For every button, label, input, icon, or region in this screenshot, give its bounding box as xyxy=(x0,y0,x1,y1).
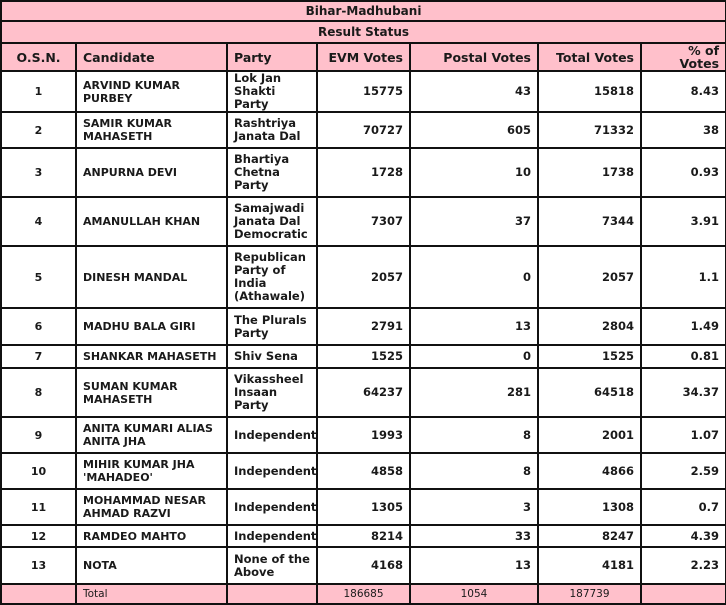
cell-evm-votes: 1728 xyxy=(317,148,410,197)
column-header-total-votes: Total Votes xyxy=(538,43,641,71)
totals-row xyxy=(1,584,726,604)
table-row xyxy=(1,345,726,368)
cell-total-votes: 1308 xyxy=(538,489,641,525)
cell-party: Independent xyxy=(227,417,317,453)
cell-osn: 9 xyxy=(1,417,76,453)
cell-total-votes: 7344 xyxy=(538,197,641,246)
cell-party: Independent xyxy=(227,489,317,525)
table-row xyxy=(1,547,726,584)
cell-osn: 13 xyxy=(1,547,76,584)
table-row xyxy=(1,489,726,525)
cell-percent-votes: 1.07 xyxy=(641,417,726,453)
cell-postal-votes: 281 xyxy=(410,368,538,417)
cell-candidate: NOTA xyxy=(76,547,227,584)
cell-candidate: ANPURNA DEVI xyxy=(76,148,227,197)
cell-total-votes: 71332 xyxy=(538,112,641,148)
cell-postal-votes: 0 xyxy=(410,345,538,368)
cell-candidate: DINESH MANDAL xyxy=(76,246,227,308)
cell-percent-votes: 4.39 xyxy=(641,525,726,547)
totals-postal-votes: 1054 xyxy=(410,584,538,604)
cell-evm-votes: 1993 xyxy=(317,417,410,453)
cell-percent-votes: 38 xyxy=(641,112,726,148)
cell-party: Bhartiya Chetna Party xyxy=(227,148,317,197)
table-row xyxy=(1,308,726,345)
table-row xyxy=(1,525,726,547)
cell-total-votes: 4866 xyxy=(538,453,641,489)
cell-candidate: SAMIR KUMAR MAHASETH xyxy=(76,112,227,148)
cell-evm-votes: 8214 xyxy=(317,525,410,547)
cell-osn: 5 xyxy=(1,246,76,308)
cell-total-votes: 4181 xyxy=(538,547,641,584)
cell-candidate: MIHIR KUMAR JHA 'MAHADEO' xyxy=(76,453,227,489)
cell-postal-votes: 37 xyxy=(410,197,538,246)
cell-evm-votes: 70727 xyxy=(317,112,410,148)
constituency-title: Bihar-Madhubani xyxy=(1,1,726,21)
cell-evm-votes: 1525 xyxy=(317,345,410,368)
cell-percent-votes: 1.49 xyxy=(641,308,726,345)
column-header-osn: O.S.N. xyxy=(1,43,76,71)
cell-total-votes: 64518 xyxy=(538,368,641,417)
cell-total-votes: 2001 xyxy=(538,417,641,453)
cell-evm-votes: 4168 xyxy=(317,547,410,584)
cell-candidate: ARVIND KUMAR PURBEY xyxy=(76,71,227,112)
cell-postal-votes: 8 xyxy=(410,453,538,489)
cell-party: Republican Party of India (Athawale) xyxy=(227,246,317,308)
cell-evm-votes: 1305 xyxy=(317,489,410,525)
table-row xyxy=(1,417,726,453)
cell-percent-votes: 0.93 xyxy=(641,148,726,197)
cell-osn: 10 xyxy=(1,453,76,489)
column-header-candidate: Candidate xyxy=(76,43,227,71)
cell-percent-votes: 3.91 xyxy=(641,197,726,246)
cell-postal-votes: 0 xyxy=(410,246,538,308)
cell-postal-votes: 13 xyxy=(410,547,538,584)
cell-postal-votes: 33 xyxy=(410,525,538,547)
cell-postal-votes: 13 xyxy=(410,308,538,345)
cell-osn: 7 xyxy=(1,345,76,368)
column-header-row xyxy=(1,43,726,71)
cell-postal-votes: 3 xyxy=(410,489,538,525)
table-row xyxy=(1,197,726,246)
cell-candidate: SUMAN KUMAR MAHASETH xyxy=(76,368,227,417)
cell-percent-votes: 0.7 xyxy=(641,489,726,525)
column-header-evm-votes: EVM Votes xyxy=(317,43,410,71)
totals-evm-votes: 186685 xyxy=(317,584,410,604)
cell-evm-votes: 2057 xyxy=(317,246,410,308)
column-header-party: Party xyxy=(227,43,317,71)
table-row xyxy=(1,246,726,308)
cell-total-votes: 2804 xyxy=(538,308,641,345)
cell-evm-votes: 7307 xyxy=(317,197,410,246)
cell-evm-votes: 2791 xyxy=(317,308,410,345)
cell-party: Independent xyxy=(227,525,317,547)
cell-party: Rashtriya Janata Dal xyxy=(227,112,317,148)
cell-party: Lok Jan Shakti Party xyxy=(227,71,317,112)
table-row xyxy=(1,368,726,417)
cell-candidate: MADHU BALA GIRI xyxy=(76,308,227,345)
cell-evm-votes: 15775 xyxy=(317,71,410,112)
cell-total-votes: 15818 xyxy=(538,71,641,112)
table-row xyxy=(1,112,726,148)
cell-total-votes: 8247 xyxy=(538,525,641,547)
totals-osn-empty xyxy=(1,584,76,604)
cell-candidate: MOHAMMAD NESAR AHMAD RAZVI xyxy=(76,489,227,525)
totals-total-votes: 187739 xyxy=(538,584,641,604)
cell-candidate: AMANULLAH KHAN xyxy=(76,197,227,246)
cell-percent-votes: 8.43 xyxy=(641,71,726,112)
cell-party: Independent xyxy=(227,453,317,489)
cell-percent-votes: 2.23 xyxy=(641,547,726,584)
cell-postal-votes: 8 xyxy=(410,417,538,453)
cell-postal-votes: 10 xyxy=(410,148,538,197)
cell-postal-votes: 43 xyxy=(410,71,538,112)
cell-osn: 8 xyxy=(1,368,76,417)
cell-osn: 11 xyxy=(1,489,76,525)
totals-percent-empty xyxy=(641,584,726,604)
table-row xyxy=(1,453,726,489)
cell-osn: 1 xyxy=(1,71,76,112)
cell-candidate: SHANKAR MAHASETH xyxy=(76,345,227,368)
cell-osn: 4 xyxy=(1,197,76,246)
cell-percent-votes: 1.1 xyxy=(641,246,726,308)
cell-party: Samajwadi Janata Dal Democratic xyxy=(227,197,317,246)
cell-percent-votes: 2.59 xyxy=(641,453,726,489)
cell-total-votes: 1525 xyxy=(538,345,641,368)
cell-total-votes: 1738 xyxy=(538,148,641,197)
cell-osn: 12 xyxy=(1,525,76,547)
cell-party: Vikassheel Insaan Party xyxy=(227,368,317,417)
cell-postal-votes: 605 xyxy=(410,112,538,148)
cell-osn: 2 xyxy=(1,112,76,148)
cell-party: None of the Above xyxy=(227,547,317,584)
cell-osn: 3 xyxy=(1,148,76,197)
cell-evm-votes: 64237 xyxy=(317,368,410,417)
cell-candidate: RAMDEO MAHTO xyxy=(76,525,227,547)
cell-party: Shiv Sena xyxy=(227,345,317,368)
table-row xyxy=(1,148,726,197)
table-row xyxy=(1,71,726,112)
cell-party: The Plurals Party xyxy=(227,308,317,345)
column-header-percent-votes: % of Votes xyxy=(641,43,726,71)
totals-party-empty xyxy=(227,584,317,604)
cell-percent-votes: 0.81 xyxy=(641,345,726,368)
result-status-heading: Result Status xyxy=(1,21,726,43)
totals-label: Total xyxy=(76,584,227,604)
cell-candidate: ANITA KUMARI ALIAS ANITA JHA xyxy=(76,417,227,453)
cell-total-votes: 2057 xyxy=(538,246,641,308)
cell-percent-votes: 34.37 xyxy=(641,368,726,417)
cell-osn: 6 xyxy=(1,308,76,345)
column-header-postal-votes: Postal Votes xyxy=(410,43,538,71)
cell-evm-votes: 4858 xyxy=(317,453,410,489)
